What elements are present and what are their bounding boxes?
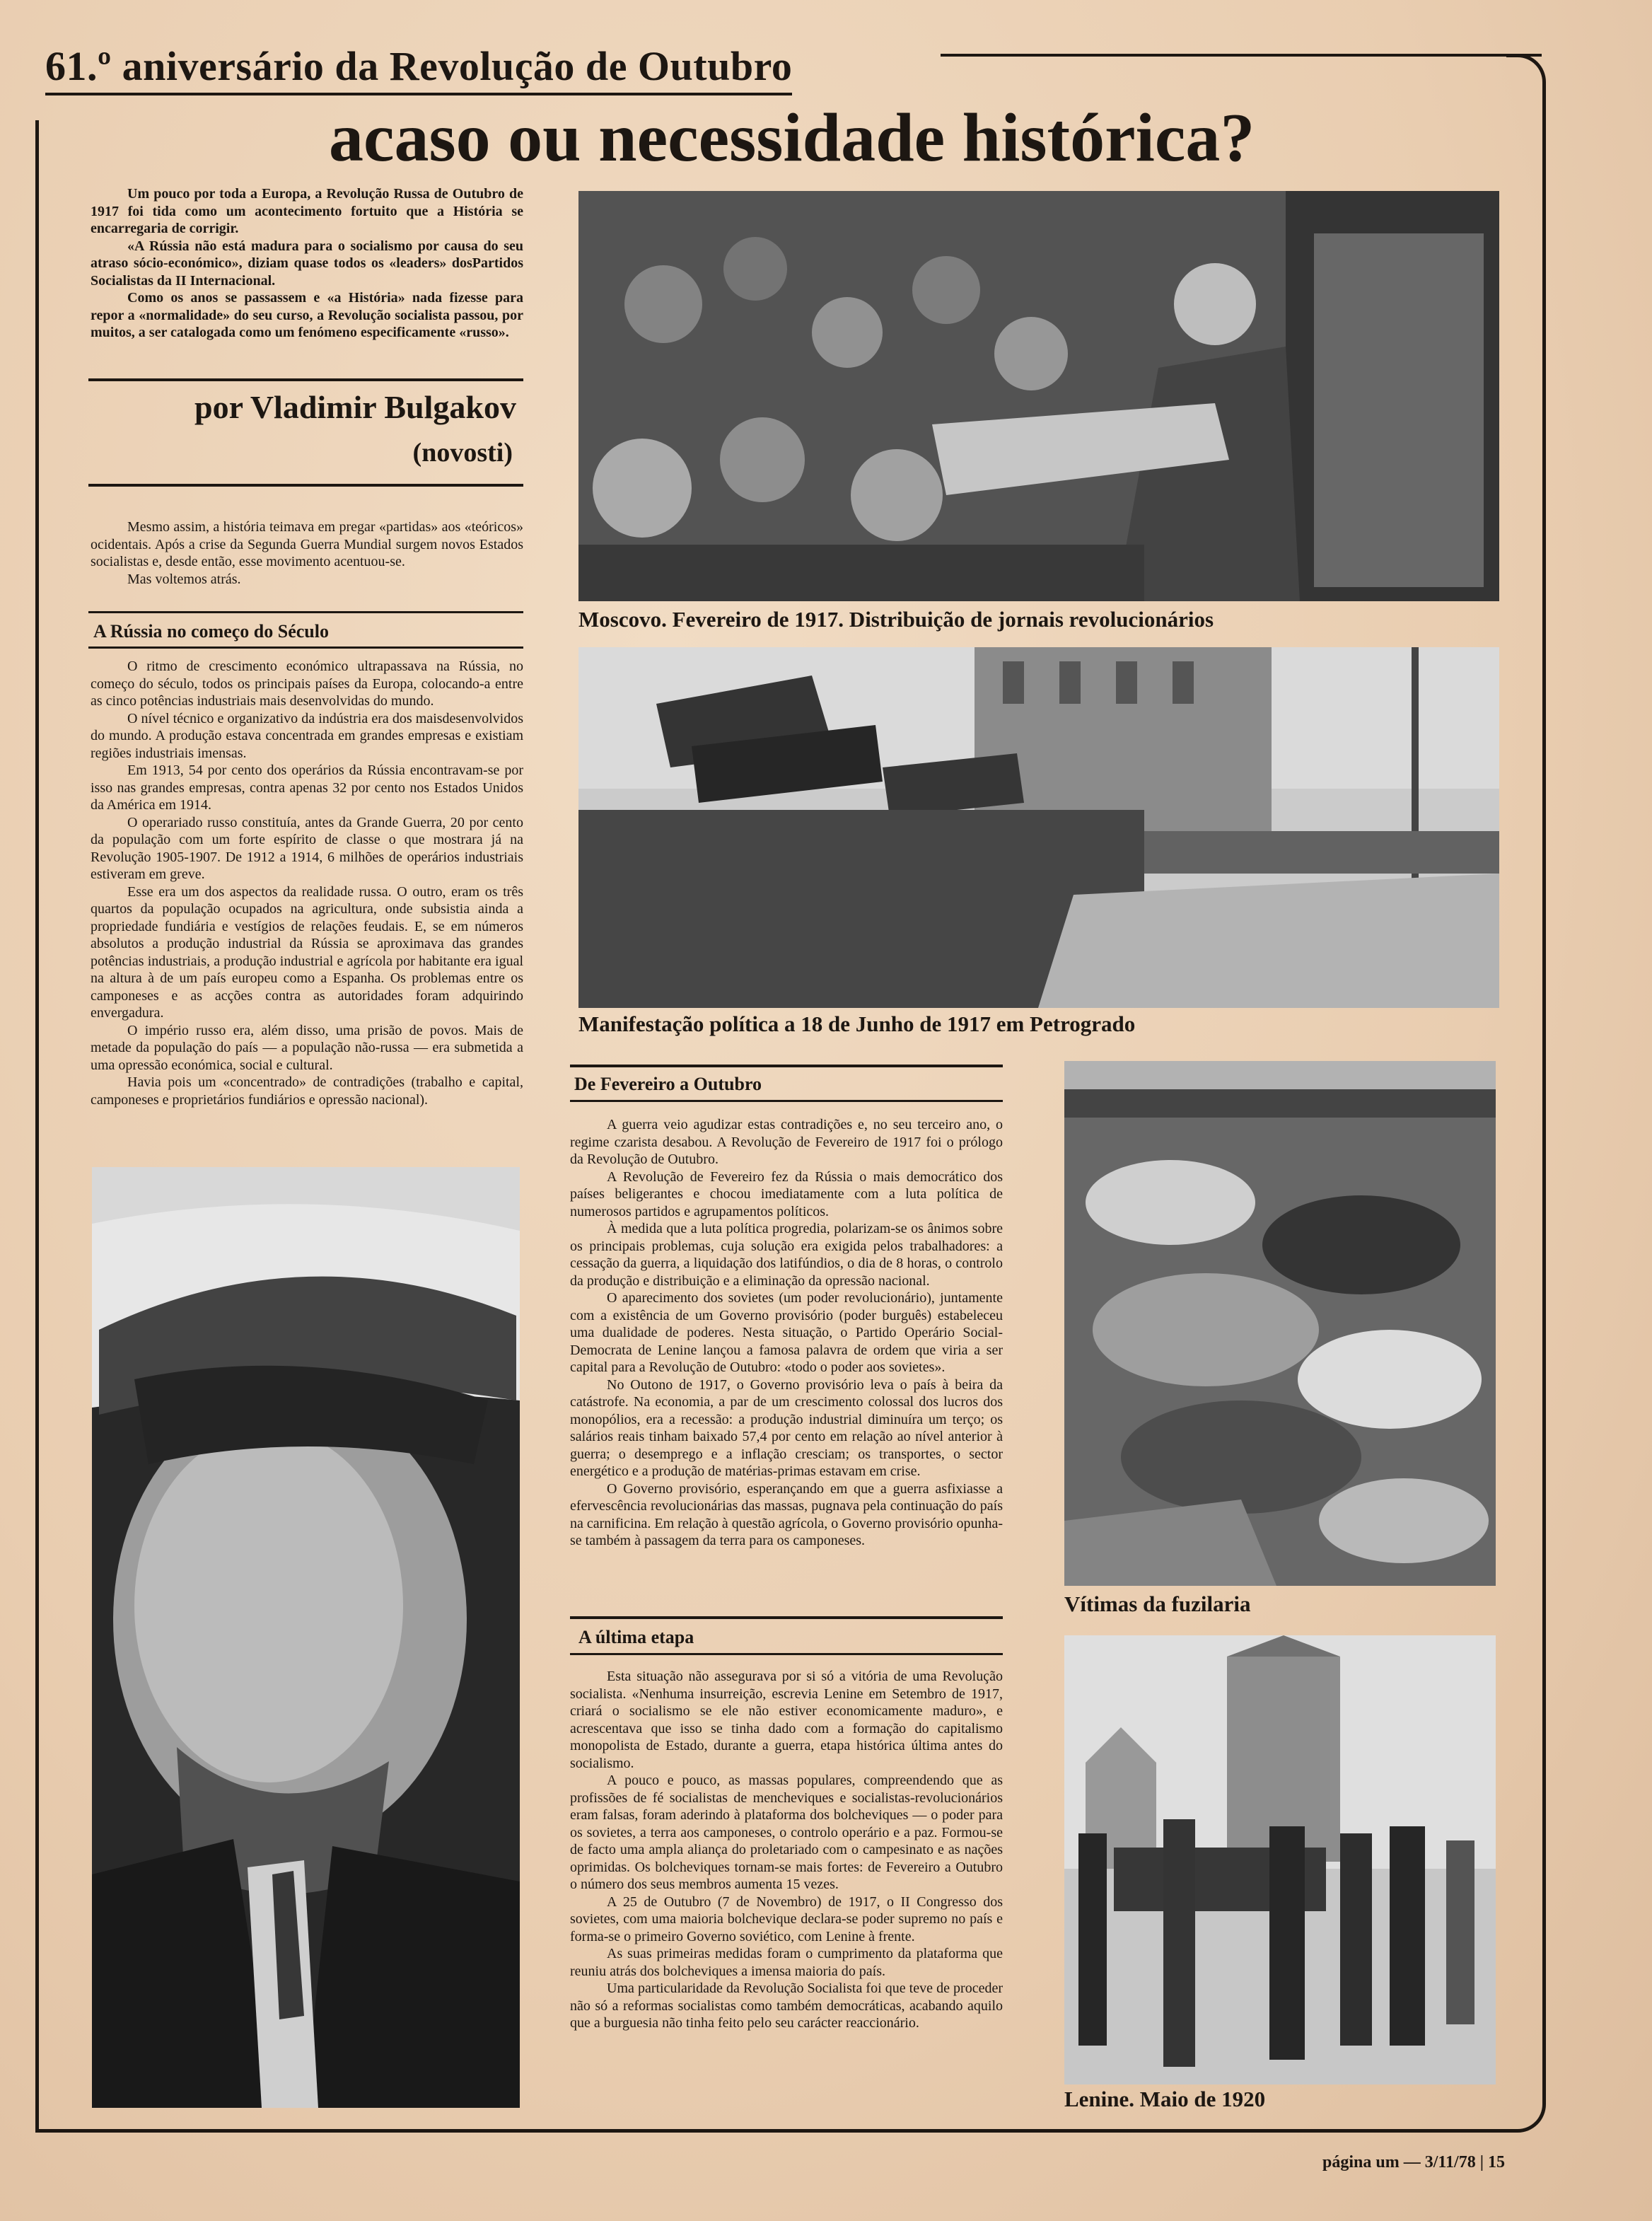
headline: acaso ou necessidade histórica? xyxy=(329,100,1255,176)
photo-caption: Moscovo. Fevereiro de 1917. Distribuição de jornais revolucionários xyxy=(578,607,1214,632)
paragraph: Uma particularidade da Revolução Socialista foi que teve de proceder não só a reformas socialistas como também democráticas, acabando aquilo que a burguesia não tinha feito pelo seu carácter reaccionário. xyxy=(570,1981,1003,2031)
paragraph: O aparecimento dos sovietes (um poder revolucionário), juntamente com a existência de um Governo provisório (poder burguês) estabeleceu uma dualidade de poderes. Nesta situação, o Partido Operário Social-Democrata de Lenine lançou a famosa palavra de ordem que viria a ser capital para a Revolução de Outubro: «todo o poder aos sovietes». xyxy=(570,1290,1003,1375)
divider xyxy=(570,1065,1003,1067)
victims-photo xyxy=(1064,1061,1496,1586)
divider xyxy=(88,611,523,613)
divider xyxy=(88,646,523,649)
kicker-title: 61.º aniversário da Revolução de Outubro xyxy=(45,42,792,95)
paragraph: Esta situação não assegurava por si só a vitória de uma Revolução socialista. «Nenhuma insurreição, escrevia Lenine em Setembro de 1917, criará o socialismo se ele não estiver economicamente maduro», e acrescentava que isso se tinha dado com a formação do capitalismo monopolista de Estado, durante a guerra, etapa histórica última antes do socialismo. xyxy=(570,1669,1003,1771)
section3-text xyxy=(570,1668,1003,2032)
paragraph: «A Rússia não está madura para o socialismo por causa do seu atraso sócio-económico», diziam quase todos os «leaders» dosPartidos Socialistas da II Internacional. xyxy=(91,238,523,289)
paragraph: O império russo era, além disso, uma prisão de povos. Mais de metade da população do país — a população não-russa — era submetida a uma opressão económica, social e cultural. xyxy=(91,1022,523,1073)
paragraph: As suas primeiras medidas foram o cumprimento da plataforma que reuniu atrás dos bolcheviques a imensa maioria do país. xyxy=(570,1946,1003,1979)
lenin-1920-photo xyxy=(1064,1635,1496,2084)
photo-caption: Lenine. Maio de 1920 xyxy=(1064,2087,1266,2111)
divider xyxy=(570,1653,1003,1655)
byline-agency: (novosti) xyxy=(412,438,513,468)
divider xyxy=(570,1616,1003,1619)
intro-text xyxy=(91,185,523,342)
divider xyxy=(570,1100,1003,1102)
byline-author: por Vladimir Bulgakov xyxy=(194,389,516,425)
photo-caption: Vítimas da fuzilaria xyxy=(1064,1591,1251,1616)
kicker-rule xyxy=(941,54,1542,57)
text-after-byline xyxy=(91,518,523,588)
divider xyxy=(88,378,523,381)
paragraph: O nível técnico e organizativo da indústria era dos maisdesenvolvidos do mundo. A produção estava concentrada em grandes empresas e existiam regiões industriais imensas. xyxy=(91,710,523,761)
paragraph: A 25 de Outubro (7 de Novembro) de 1917, o II Congresso dos sovietes, com uma maioria bolchevique declara-se poder supremo no país e forma-se o primeiro Governo soviético, com Lenine à frente. xyxy=(570,1894,1003,1944)
paragraph: O operariado russo constituía, antes da Grande Guerra, 20 por cento da população com um forte espírito de classe o que mostrara já na Revolução 1905-1907. De 1912 a 1914, 6 milhões de operários industriais estiveram em greve. xyxy=(91,814,523,882)
divider xyxy=(88,484,523,487)
paragraph: Mesmo assim, a história teimava em pregar «partidas» aos «teóricos» ocidentais. Após a crise da Segunda Guerra Mundial surgem novos Estados socialistas e, desde então, esse movimento acentuou-se. xyxy=(91,519,523,569)
section-heading: A Rússia no começo do Século xyxy=(93,621,329,642)
paragraph: O ritmo de crescimento económico ultrapassava na Rússia, no começo do século, todos os principais países da Europa, colocando-a entre as cinco potências industriais mais desenvolvidas do mundo. xyxy=(91,659,523,709)
paragraph: A guerra veio agudizar estas contradições e, no seu terceiro ano, o regime czarista desabou. A Revolução de Fevereiro de 1917 foi o prólogo da Revolução de Outubro. xyxy=(570,1117,1003,1167)
paragraph: À medida que a luta política progredia, polarizam-se os ânimos sobre os principais problemas, cuja solução era exigida pelos trabalhadores: a cessação da guerra, a liquidação dos latifúndios, o dia de 8 horas, o controlo da produção e distribuição e a eliminação da opressão nacional. xyxy=(570,1221,1003,1289)
paragraph: Havia pois um «concentrado» de contradições (trabalho e capital, camponeses e proprietários fundiários e opressão nacional). xyxy=(91,1074,523,1108)
section-heading: De Fevereiro a Outubro xyxy=(574,1074,762,1094)
paragraph: Esse era um dos aspectos da realidade russa. O outro, eram os três quartos da população ocupados na agricultura, onde subsistia ainda a propriedade fundiária e vestígios de relações feudais. E, se em números absolutos a produção industrial da Rússia se aproximava das grandes potências industriais, a produção industrial e agrícola por habitante era igual na altura à de um país europeu como a Espanha. Os problemas entre os camponeses e as acções contra as autoridades foram adquirindo envergadura. xyxy=(91,883,523,1021)
paragraph: A pouco e pouco, as massas populares, compreendendo que as profissões de fé socialistas de mencheviques e socialistas-revolucionários eram falsas, foram aderindo à plataforma dos bolcheviques — o poder para os sovietes, a terra aos camponeses, o controlo operário e a paz. Formou-se de facto uma ampla aliança do proletariado com o campesinato e as nações oprimidas. Os bolcheviques tornam-se mais fortes: de Fevereiro a Outubro o número dos seus membros aumenta 15 vezes. xyxy=(570,1773,1003,1892)
lenin-portrait-photo xyxy=(92,1167,520,2108)
crowd-photo xyxy=(578,191,1499,601)
demonstration-photo xyxy=(578,647,1499,1008)
paragraph: A Revolução de Fevereiro fez da Rússia o mais democrático dos países beligerantes e chocou imediatamente com a luta política de numerosos partidos e agrupamentos políticos. xyxy=(570,1169,1003,1219)
paragraph: Como os anos se passassem e «a História» nada fizesse para repor a «normalidade» do seu curso, a Revolução socialista passou, por muitos, a ser catalogada como um fenómeno especificamente «russo». xyxy=(91,290,523,340)
paragraph: Em 1913, 54 por cento dos operários da Rússia encontravam-se por isso nas grandes empresas, contra apenas 32 por cento nos Estados Unidos da América em 1914. xyxy=(91,762,523,813)
section2-text xyxy=(570,1116,1003,1550)
paragraph: Um pouco por toda a Europa, a Revolução Russa de Outubro de 1917 foi tida como um acontecimento fortuito que a História se encarregaria de corrigir. xyxy=(91,186,523,236)
page-footer: página um — 3/11/78 | 15 xyxy=(1322,2153,1505,2171)
paragraph: Mas voltemos atrás. xyxy=(127,571,241,587)
section1-text xyxy=(91,658,523,1108)
photo-caption: Manifestação política a 18 de Junho de 1917 em Petrogrado xyxy=(578,1011,1136,1036)
section-heading: A última etapa xyxy=(578,1627,694,1647)
paragraph: No Outono de 1917, o Governo provisório leva o país à beira da catástrofe. Na economia, a par de um crescimento colossal dos lucros dos monopólios, era a recessão: a produção industrial diminuíra um terço; os salários reais tinham baixado 57,4 por cento em relação ao nível anterior à guerra; o desemprego e a inflação cresciam; os transportes, o sector energético e a produção de matérias-primas estavam em crise. xyxy=(570,1376,1003,1479)
paragraph: O Governo provisório, esperançando em que a guerra asfixiasse a efervescência revolucionárias das massas, pugnava pela continuação do país na carnificina. Em relação à questão agrícola, o Governo provisório opunha-se também à passagem da terra para os camponeses. xyxy=(570,1480,1003,1548)
